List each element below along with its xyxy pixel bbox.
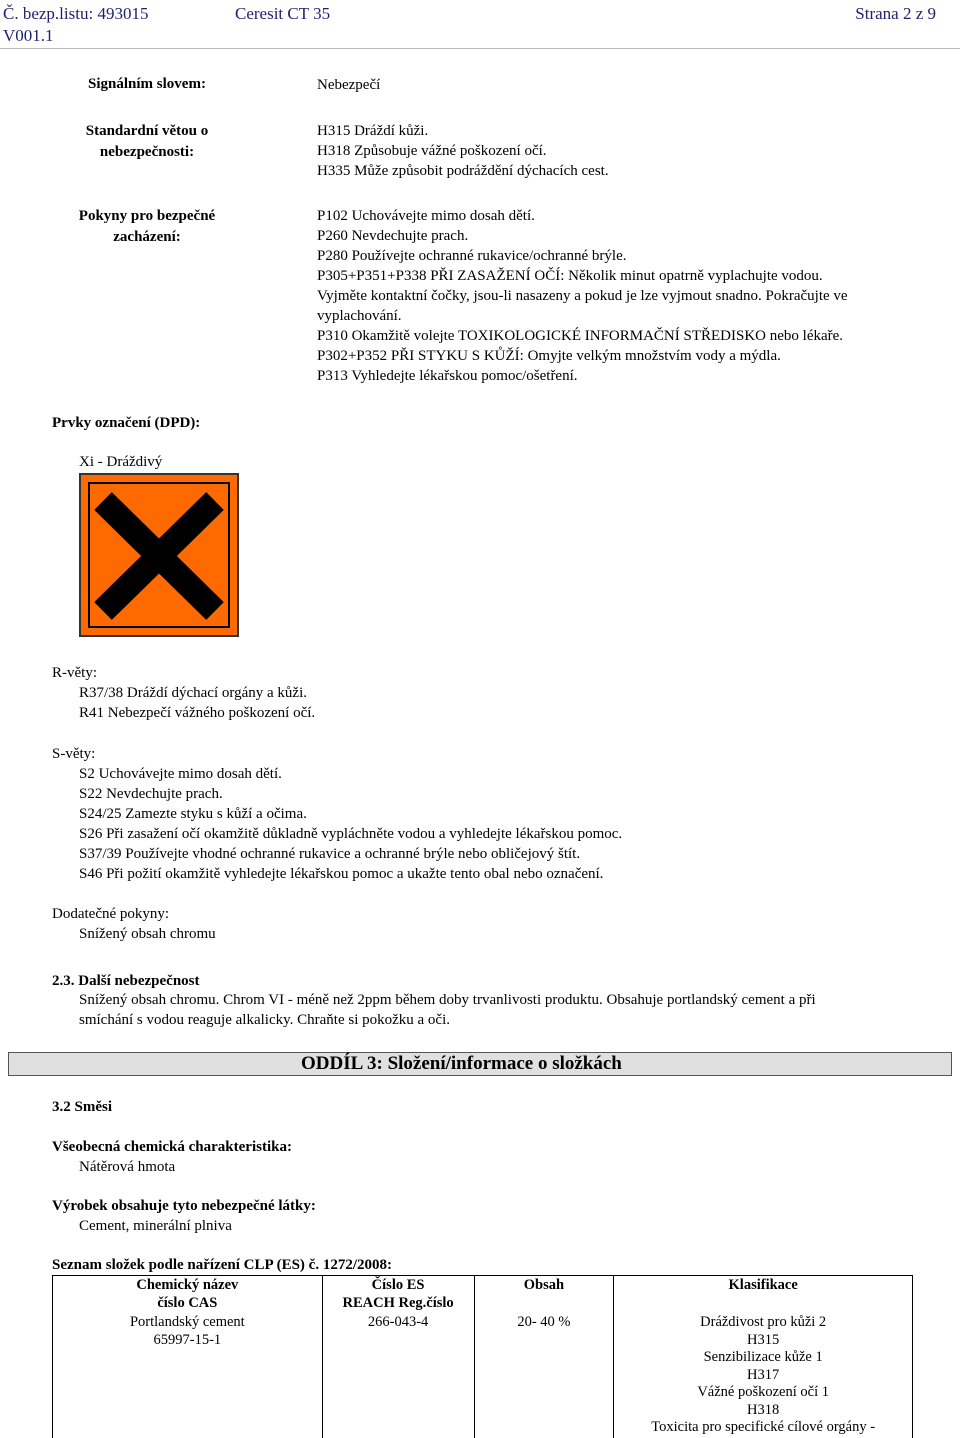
header-divider [0,48,960,49]
col-ec-number [322,1276,474,1314]
cell-classification [614,1313,913,1438]
r-phrase: R37/38 Dráždí dýchací orgány a kůži. [79,685,307,701]
hazardous-substances-label: Výrobek obsahuje tyto nebezpečné látky: [52,1198,316,1214]
classification-line: H315 [747,1331,780,1348]
r-phrases-label: R-věty: [52,665,97,681]
precautionary-line: P305+P351+P338 PŘI ZASAŽENÍ OČÍ: Několik minut opatrně vyplachujte vodou. [317,268,823,284]
other-hazards-heading: 2.3. Další nebezpečnost [52,973,200,989]
precautionary-list [317,206,848,386]
general-characteristics-label: Všeobecná chemická charakteristika: [52,1139,292,1155]
s-phrases-label: S-věty: [52,746,96,762]
classification-line: Vážné poškození očí 1 [697,1384,829,1400]
product-name: Ceresit CT 35 [235,4,331,23]
hazard-statements-label [52,121,242,163]
cell-content: 20- 40 % [474,1313,614,1438]
other-hazards-line: smíchání s vodou reaguje alkalicky. Chraňte si pokožku a oči. [79,1012,451,1028]
precautionary-label-line: Pokyny pro bezpečné [78,208,216,224]
cas-number: 65997-15-1 [153,1331,222,1348]
hazard-label-line: nebezpečnosti: [99,144,195,160]
hazard-line: H318 Způsobuje vážné poškození očí. [317,143,547,159]
cell-ec: 266-043-4 [322,1313,474,1438]
col-content: Obsah [474,1276,614,1314]
section-3-title: ODDÍL 3: Složení/informace o složkách [301,1053,622,1074]
header-text: REACH Reg.číslo [342,1294,454,1311]
precautionary-line: P260 Nevdechujte prach. [317,228,469,244]
hazard-line: H335 Může způsobit podráždění dýchacích cest. [317,163,609,179]
dpd-symbol-caption: Xi - Dráždivý [79,454,163,470]
cell-name [53,1313,323,1438]
header-text: číslo CAS [157,1294,218,1311]
s-phrase: S37/39 Používejte vhodné ochranné rukavice a ochranné brýle nebo obličejový štít. [79,846,581,862]
s-phrase: S26 Při zasažení očí okamžitě důkladně vypláchněte vodou a vyhledejte lékařskou pomoc. [79,826,623,842]
table-header-row [53,1276,913,1314]
general-characteristics-value: Nátěrová hmota [79,1159,176,1175]
hazard-line: H315 Dráždí kůži. [317,123,429,139]
s-phrase: S2 Uchovávejte mimo dosah dětí. [79,766,282,782]
hazard-statements-list [317,121,609,181]
hazardous-substances-value: Cement, minerální plniva [79,1218,232,1234]
signal-word-label: Signálním slovem: [88,76,206,92]
dpd-label: Prvky označení (DPD): [52,415,201,431]
col-classification: Klasifikace [614,1276,913,1314]
composition-table [52,1275,913,1438]
precautionary-line: P302+P352 PŘI STYKU S KŮŽÍ: Omyjte velkým množstvím vody a mýdla. [317,348,781,364]
precautionary-line: Vyjměte kontaktní čočky, jsou-li nasazeny a pokud je lze vyjmout snadno. Pokračujte ve [317,288,848,304]
header-text: Chemický název [136,1277,239,1293]
col-chemical-name [53,1276,323,1314]
mixtures-heading: 3.2 Směsi [52,1099,112,1115]
table-row [53,1313,913,1438]
s-phrase: S24/25 Zamezte styku s kůží a očima. [79,806,307,822]
substance-name: Portlandský cement [129,1314,245,1330]
r-phrases-list [79,683,315,723]
precautionary-line: P280 Používejte ochranné rukavice/ochranné brýle. [317,248,627,264]
irritant-pictogram [79,473,239,637]
additional-label: Dodatečné pokyny: [52,906,170,922]
signal-word-value: Nebezpečí [317,77,381,93]
precautionary-line: P313 Vyhledejte lékařskou pomoc/ošetření. [317,368,578,384]
precautionary-label [52,206,242,248]
additional-value: Snížený obsah chromu [79,926,216,942]
precautionary-line: P102 Uchovávejte mimo dosah dětí. [317,208,535,224]
classification-line: Senzibilizace kůže 1 [703,1349,823,1365]
version: V001.1 [3,26,54,45]
header-text: Číslo ES [371,1277,425,1293]
sheet-number: Č. bezp.listu: 493015 [3,4,149,23]
r-phrase: R41 Nebezpečí vážného poškození očí. [79,705,316,721]
irritant-x-icon [81,475,237,635]
precautionary-label-line: zacházení: [113,229,181,245]
s-phrases-list [79,764,622,884]
precautionary-line: P310 Okamžitě volejte TOXIKOLOGICKÉ INFORMAČNÍ STŘEDISKO nebo lékaře. [317,328,844,344]
classification-line: H318 [747,1401,780,1418]
other-hazards-line: Snížený obsah chromu. Chrom VI - méně než 2ppm během doby trvanlivosti produktu. Obsahuje portlandský cement a při [79,992,816,1008]
s-phrase: S22 Nevdechujte prach. [79,786,223,802]
precautionary-line: vyplachování. [317,308,402,324]
hazard-label-line: Standardní větou o [85,123,209,139]
classification-line: Dráždivost pro kůži 2 [700,1314,827,1330]
page-number: Strana 2 z 9 [855,4,936,23]
classification-line: Toxicita pro specifické cílové orgány - [651,1419,876,1435]
classification-line: H317 [747,1366,780,1383]
s-phrase: S46 Při požití okamžitě vyhledejte lékařskou pomoc a ukažte tento obal nebo označení. [79,866,604,882]
clp-list-title: Seznam složek podle nařízení CLP (ES) č. 1272/2008: [52,1257,392,1273]
other-hazards-text [79,990,939,1030]
